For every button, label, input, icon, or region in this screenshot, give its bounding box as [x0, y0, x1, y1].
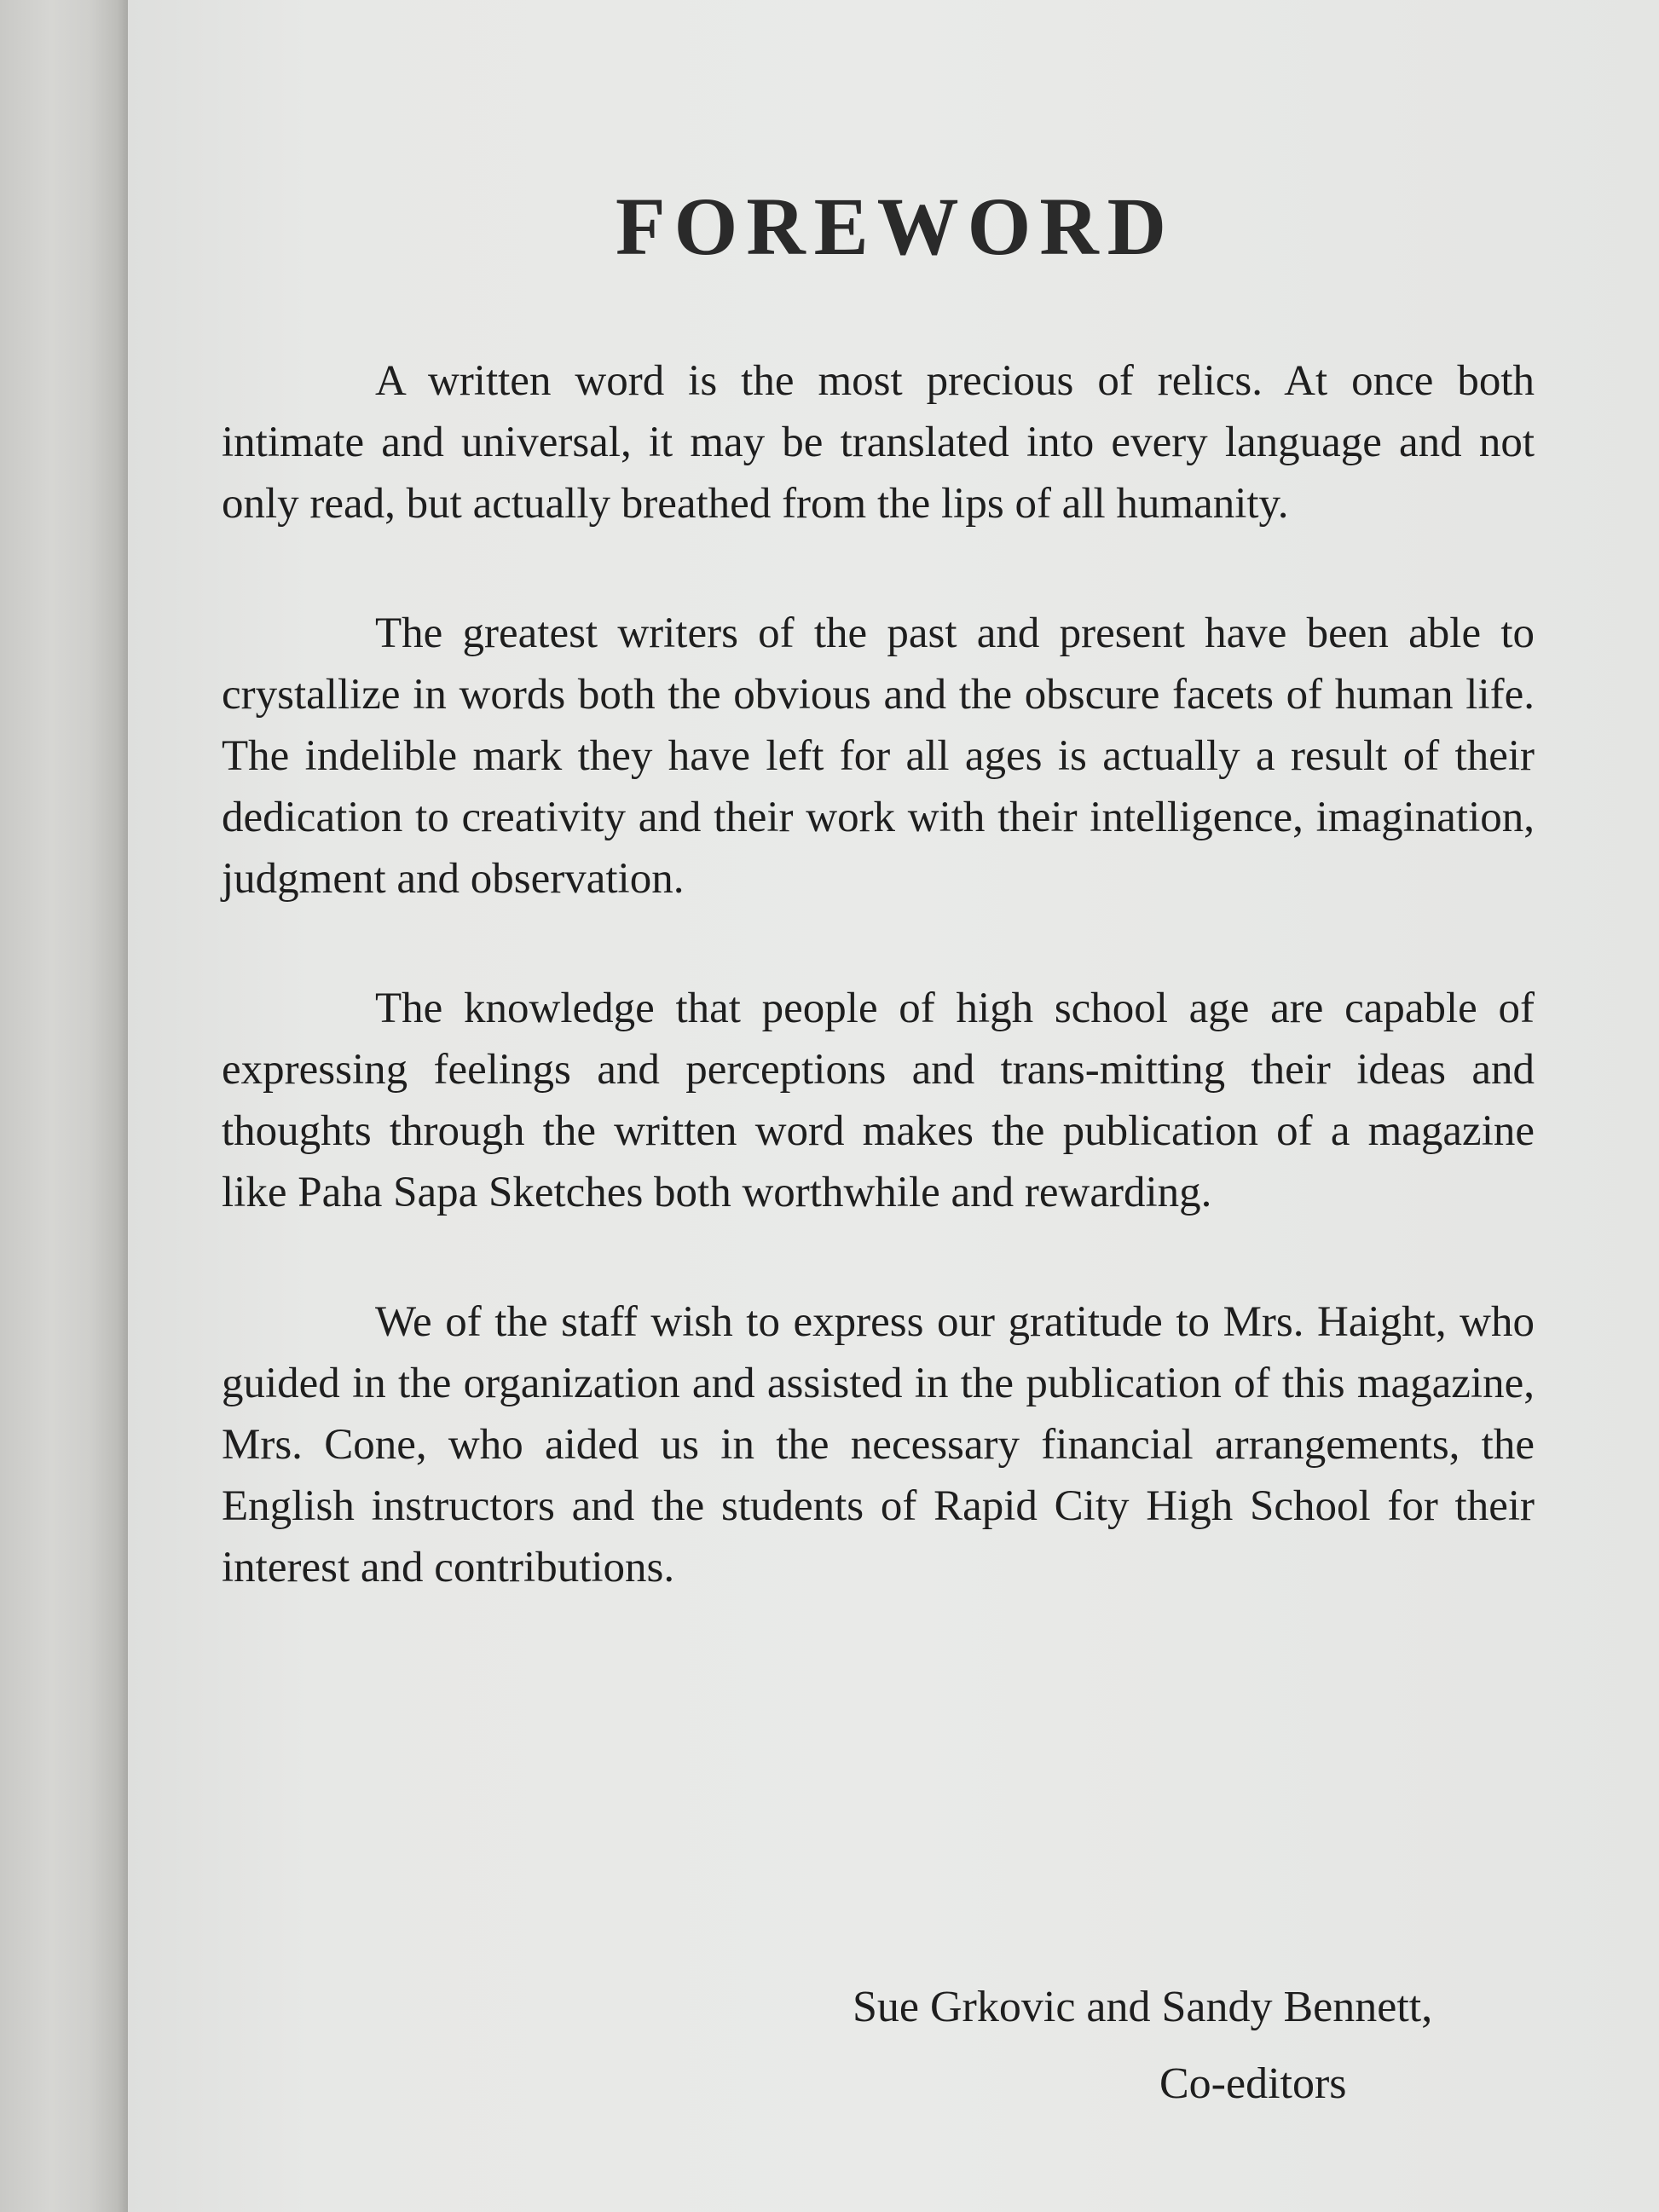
page-title: FOREWORD — [616, 181, 1175, 272]
binding-spine — [0, 0, 128, 2212]
signature-names: Sue Grkovic and Sandy Bennett, — [853, 1983, 1433, 2031]
page — [128, 0, 1659, 2212]
signature-role: Co-editors — [1159, 2059, 1347, 2108]
foreword-content — [222, 179, 1535, 1666]
paragraph-2: The greatest writers of the past and present have been able to crystallize in words both the obvious and the obscure facets of human life. The indelible mark they have left for all ages is actually a result of their dedication to creativity and their work with their intelligence, imagination, judgment and observation. — [222, 609, 1535, 903]
paragraph-1: A written word is the most precious of relics. At once both intimate and universal, it may be translated into every language and not only read, but actually breathed from the lips of all humanity. — [222, 357, 1535, 528]
paragraph-4: We of the staff wish to express our gratitude to Mrs. Haight, who guided in the organization and assisted in the publication of this magazine, Mrs. Cone, who aided us in the necessary financial arrangements, the English instructors and the students of Rapid City High School for their interest and contributions. — [222, 1298, 1535, 1591]
signature-block — [853, 1969, 1432, 2122]
paragraph-3: The knowledge that people of high school age are capable of expressing feelings and perceptions and trans-mitting their ideas and thoughts through the written word makes the publication of a magazine like Paha Sapa Sketches both worthwhile and rewarding. — [222, 985, 1535, 1216]
